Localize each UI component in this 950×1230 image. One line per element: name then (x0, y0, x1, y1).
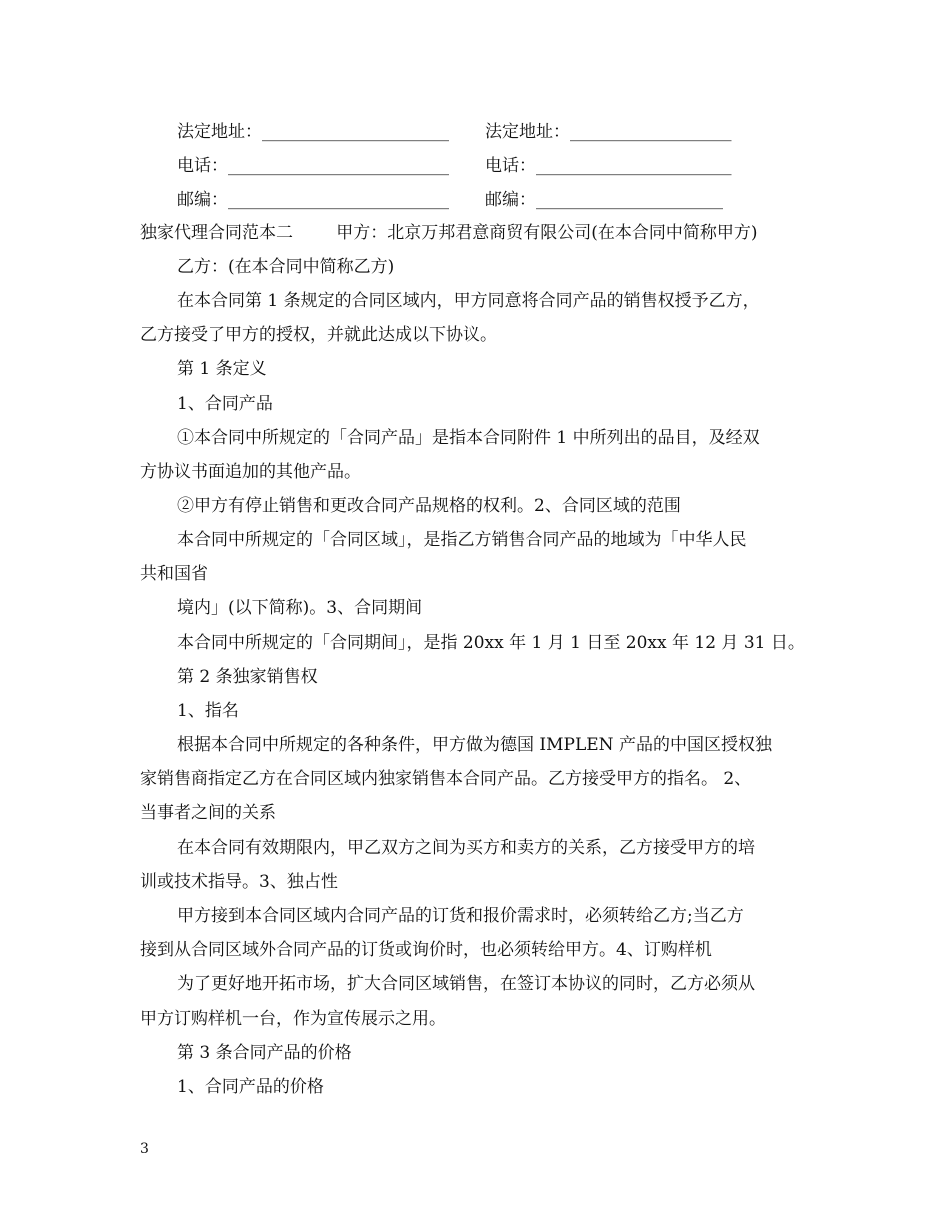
postcode-field-party-b: 邮编：______________________ (485, 190, 723, 210)
text-line: 共和国省 (140, 564, 208, 584)
text-line: ①本合同中所规定的「合同产品」是指本合同附件 1 中所列出的品目，及经双 (177, 428, 760, 448)
text-line: 乙方接受了甲方的授权，并就此达成以下协议。 (140, 325, 497, 345)
page-number: 3 (140, 1141, 149, 1157)
text-line: 甲方订购样机一台，作为宣传展示之用。 (140, 1009, 446, 1029)
contract-title-line: 独家代理合同范本二 甲方：北京万邦君意商贸有限公司(在本合同中简称甲方) (140, 223, 758, 243)
address-field-party-a: 法定地址：______________________ (177, 122, 449, 142)
text-line: 为了更好地开拓市场，扩大合同区域销售，在签订本协议的同时，乙方必须从 (177, 974, 755, 994)
text-line: 在本合同有效期限内，甲乙双方之间为买方和卖方的关系，乙方接受甲方的培 (177, 838, 755, 858)
postcode-field-party-a: 邮编：__________________________ (177, 190, 449, 210)
text-line: 在本合同第 1 条规定的合同区域内，甲方同意将合同产品的销售权授予乙方， (177, 291, 760, 311)
subsection-heading: 1、合同产品的价格 (177, 1077, 324, 1097)
text-line: 当事者之间的关系 (140, 803, 276, 823)
subsection-heading: 1、合同产品 (177, 394, 273, 414)
section-heading: 第 3 条合同产品的价格 (177, 1043, 352, 1063)
text-line: 接到从合同区域外合同产品的订货或询价时，也必须转给甲方。4、订购样机 (140, 940, 712, 960)
phone-field-party-a: 电话：__________________________ (177, 156, 449, 176)
text-line: 方协议书面追加的其他产品。 (140, 462, 361, 482)
text-line: 根据本合同中所规定的各种条件，甲方做为德国 IMPLEN 产品的中国区授权独 (177, 735, 772, 755)
text-line: 家销售商指定乙方在合同区域内独家销售本合同产品。乙方接受甲方的指名。 2、 (140, 769, 752, 789)
text-line: 训或技术指导。3、独占性 (140, 872, 338, 892)
text-line: 本合同中所规定的「合同区域」，是指乙方销售合同产品的地域为「中华人民 (177, 530, 747, 550)
text-line: 本合同中所规定的「合同期间」，是指 20xx 年 1 月 1 日至 20xx 年 12 月 31 日。 (177, 633, 805, 653)
section-heading: 第 2 条独家销售权 (177, 667, 318, 687)
address-field-party-b: 法定地址：___________________ (485, 122, 732, 142)
text-line: 乙方：(在本合同中简称乙方) (177, 257, 395, 277)
text-line: 境内」(以下简称)。3、合同期间 (177, 598, 423, 618)
text-line: 甲方接到本合同区域内合同产品的订货和报价需求时，必须转给乙方;当乙方 (177, 906, 744, 926)
subsection-heading: 1、指名 (177, 701, 239, 721)
text-line: ②甲方有停止销售和更改合同产品规格的权利。2、合同区域的范围 (177, 496, 681, 516)
phone-field-party-b: 电话：_______________________ (485, 156, 732, 176)
section-heading: 第 1 条定义 (177, 359, 267, 379)
